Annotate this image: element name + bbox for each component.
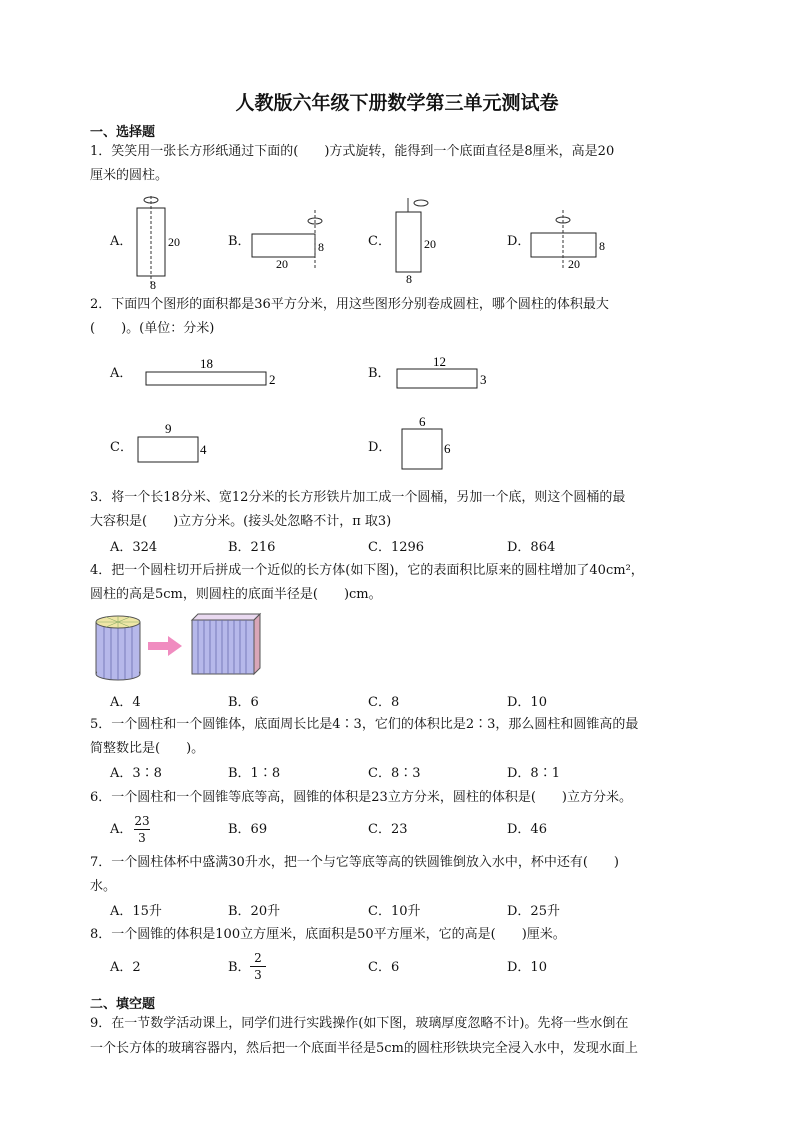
- q1-a-side-label: 20: [168, 235, 180, 249]
- q6-option-b: B．69: [228, 822, 268, 837]
- question-7-text: 7．一个圆柱体杯中盛满30升水，把一个与它等底等高的铁圆锥倒放入水中，杯中还有( ): [90, 855, 619, 870]
- q1-c-bottom-label: 8: [406, 272, 412, 286]
- q1-b-bottom-label: 20: [276, 257, 288, 271]
- question-9-text: 9．在一节数学活动课上，同学们进行实践操作(如下图，玻璃厚度忽略不计)。先将一些水倒在: [90, 1016, 629, 1031]
- q2-d-width-label: 6: [419, 414, 426, 429]
- q1-a-bottom-label: 8: [150, 278, 156, 292]
- q3-option-d: D．864: [507, 540, 556, 555]
- q2-figure-c: [138, 421, 207, 462]
- q3-option-a: A．324: [110, 540, 158, 555]
- q1-c-side-label: 20: [424, 237, 436, 251]
- q2-c-height-label: 4: [200, 442, 207, 457]
- q6-option-c: C．23: [368, 822, 408, 837]
- q4-cylinder-to-cuboid-figure: [92, 612, 272, 684]
- q2-option-b-label: B．: [368, 366, 391, 381]
- q2-option-d-label: D．: [368, 440, 392, 455]
- question-7-text-cont: 水。: [90, 879, 117, 894]
- question-4-text: 4．把一个圆柱切开后拼成一个近似的长方体(如下图)，它的表面积比原来的圆柱增加了40cm²，: [90, 563, 644, 578]
- q8-option-c: C．6: [368, 960, 400, 975]
- q6-option-d: D．46: [507, 822, 547, 837]
- question-2-text: 2．下面四个图形的面积都是36平方分米，用这些图形分别卷成圆柱，哪个圆柱的体积最大: [90, 297, 609, 312]
- question-4-text-cont: 圆柱的高是5cm，则圆柱的底面半径是( )cm。: [90, 587, 382, 602]
- section-heading-choice: 一、选择题: [90, 125, 156, 140]
- q8-fraction-numerator: 2: [254, 951, 262, 965]
- q1-option-c-label: C．: [368, 234, 391, 249]
- q7-option-c: C．10升: [368, 904, 421, 919]
- q2-b-width-label: 12: [433, 354, 446, 369]
- section-heading-fill-in: 二、填空题: [90, 997, 156, 1012]
- q1-d-side-label: 8: [599, 239, 605, 253]
- q6-fraction-numerator: 23: [134, 814, 150, 828]
- q2-a-height-label: 2: [269, 372, 276, 387]
- q1-d-bottom-label: 20: [568, 257, 580, 271]
- q7-option-b: B．20升: [228, 904, 281, 919]
- question-2-text-cont: ( )。(单位：分米): [90, 321, 215, 336]
- q2-figure-b: [397, 354, 487, 388]
- q1-option-d-label: D．: [507, 234, 531, 249]
- question-1-text-cont: 厘米的圆柱。: [90, 168, 169, 183]
- q8-option-a: A．2: [110, 960, 141, 975]
- q2-d-height-label: 6: [444, 441, 451, 456]
- q4-option-a: A．4: [110, 695, 141, 710]
- q8-option-b-label: B．: [228, 960, 251, 975]
- q8-fraction-denominator: 3: [254, 968, 262, 982]
- question-3-text: 3．将一个长18分米、宽12分米的长方形铁片加工成一个圆桶，另加一个底，则这个圆桶的最: [90, 490, 626, 505]
- q5-option-c: C．8∶3: [368, 766, 421, 781]
- q5-option-d: D．8∶1: [507, 766, 560, 781]
- question-9-text-cont: 一个长方体的玻璃容器内，然后把一个底面半径是5cm的圆柱形铁块完全浸入水中，发现水面上: [90, 1041, 638, 1056]
- q2-option-c-label: C．: [110, 440, 133, 455]
- question-8-text: 8．一个圆锥的体积是100立方厘米，底面积是50平方厘米，它的高是( )厘米。: [90, 927, 566, 942]
- q2-option-a-label: A．: [110, 366, 133, 381]
- q7-option-d: D．25升: [507, 904, 560, 919]
- q2-c-width-label: 9: [165, 421, 172, 436]
- q3-option-c: C．1296: [368, 540, 425, 555]
- q7-option-a: A．15升: [110, 904, 162, 919]
- q1-option-b-label: B．: [228, 234, 251, 249]
- q2-figure-a: [146, 356, 276, 387]
- q4-option-b: B．6: [228, 695, 259, 710]
- page-title: 人教版六年级下册数学第三单元测试卷: [235, 92, 559, 114]
- question-6-text: 6．一个圆柱和一个圆锥等底等高，圆锥的体积是23立方分米，圆柱的体积是( )立方分米。: [90, 790, 632, 805]
- q5-option-a: A．3∶8: [110, 766, 162, 781]
- q2-figure-d: [402, 414, 451, 469]
- q4-option-c: C．8: [368, 695, 400, 710]
- question-3-text-cont: 大容积是( )立方分米。(接头处忽略不计，π 取3): [90, 514, 392, 529]
- q1-option-a-label: A．: [110, 234, 133, 249]
- q6-option-a-fraction: [134, 814, 150, 845]
- q2-b-height-label: 3: [480, 372, 487, 387]
- q8-option-b-fraction: [250, 951, 266, 982]
- q5-option-b: B．1∶8: [228, 766, 281, 781]
- q2-a-width-label: 18: [200, 356, 213, 371]
- q3-option-b: B．216: [228, 540, 276, 555]
- question-5-text: 5．一个圆柱和一个圆锥体，底面周长比是4∶3，它们的体积比是2∶3，那么圆柱和圆锥高的最: [90, 717, 639, 732]
- q6-fraction-denominator: 3: [138, 831, 146, 845]
- q4-option-d: D．10: [507, 695, 547, 710]
- question-1-text: 1．笑笑用一张长方形纸通过下面的( )方式旋转，能得到一个底面直径是8厘米，高是20: [90, 144, 615, 159]
- question-5-text-cont: 简整数比是( )。: [90, 741, 205, 756]
- q6-option-a-label: A．: [110, 822, 133, 837]
- q1-b-side-label: 8: [318, 240, 324, 254]
- q8-option-d: D．10: [507, 960, 547, 975]
